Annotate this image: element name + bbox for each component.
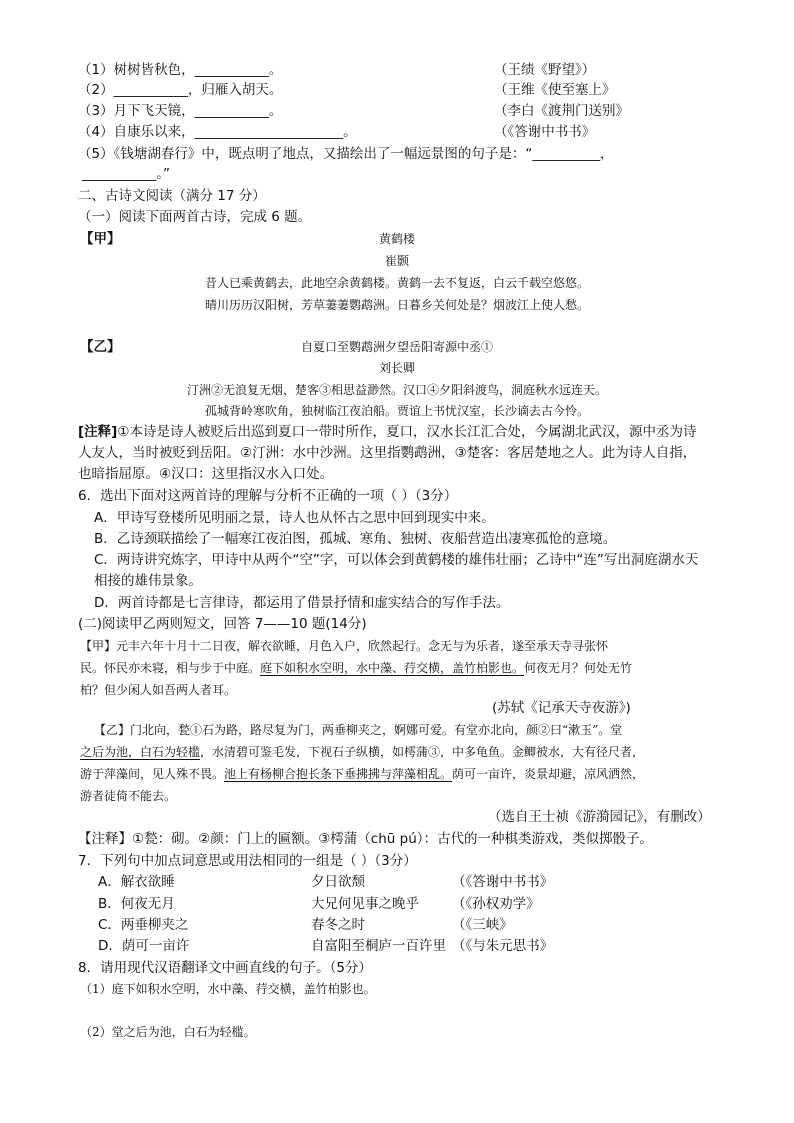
q7-row-c-src: （《三峡》 (452, 917, 513, 933)
q7-stem: 7．下列句中加点词意思或用法相同的一组是（ ）（3分） (78, 853, 417, 869)
blank-q5-line2: ___________。” (82, 166, 170, 182)
prose-yi-line3 (80, 764, 644, 784)
prose-yi-source: （选自王士祯《游漪园记》，有删改） (488, 809, 711, 825)
part1-title: （一）阅读下面两首古诗，完成 6 题。 (78, 209, 312, 225)
q7-row-d-mid: 自富阳至桐庐一百许里 (311, 938, 446, 954)
poem-yi-line1: 汀洲②无浪复无烟，楚客③相思益渺然。汉口④夕阳斜渡鸟，洞庭秋水远连天。 (186, 383, 607, 397)
prose-yi-line1: 【乙】门北向，甃①石为路，路尽复为门，两垂柳夹之，婀娜可爱。有堂亦北向，颜②曰“漱玉”。堂 (94, 723, 623, 737)
prose-yi-line3-end: 荫可一亩许，炎景却避，凉风洒然， (452, 767, 645, 781)
section2-title: 二、古诗文阅读（满分 17 分） (78, 188, 266, 204)
poem-jia-line1: 昔人已乘黄鹤去，此地空余黄鹤楼。黄鹤一去不复返，白云千载空悠悠。 (204, 276, 589, 290)
q7-row-a-src: （《答谢中书书》 (452, 874, 554, 890)
poem-yi-author: 刘长卿 (378, 361, 415, 375)
poem-yi-tag: 【乙】 (80, 339, 121, 355)
prose-yi-line2 (80, 742, 644, 762)
prose-jia-line2-end: 何夜无月？何处无竹 (524, 661, 633, 675)
part2-title: (二)阅读甲乙两则短文，回答 7——10 题(14分) (78, 616, 367, 632)
q7-row-a-left: A．解衣欲睡 (98, 874, 175, 890)
q6-stem: 6．选出下面对这两首诗的理解与分析不正确的一项（ ）（3分） (78, 488, 458, 504)
poem-jia-title: 黄鹤楼 (378, 232, 415, 246)
prose-yi-line3-start: 游于萍藻间，见人殊不畏。 (80, 767, 225, 781)
q7-row-d-src: （《与朱元思书》 (452, 938, 554, 954)
blank-q1: （1）树树皆秋色，___________。 (78, 62, 283, 78)
prose-jia-line2 (80, 658, 632, 678)
notes1-text1: ①本诗是诗人被贬后出巡到夏口一带时所作，夏口，汉水长江汇合处，今属湖北武汉，源中丞为诗 (117, 424, 697, 440)
blank-q3-source: （李白《渡荆门送别》 (494, 103, 629, 119)
notes1-label: [注释] (78, 424, 118, 440)
poem-jia-author: 崔颢 (384, 254, 409, 268)
blank-q3: （3）月下飞天镜，___________。 (78, 103, 283, 119)
q6-option-b: B．乙诗颈联描绘了一幅寒江夜泊图，孤城、寒角、独树、夜船营造出凄寒孤怆的意境。 (94, 531, 617, 547)
prose-jia-line1: 【甲】元丰六年十月十二日夜，解衣欲睡，月色入户，欣然起行。念无与为乐者，遂至承天寺寻张怀 (80, 639, 609, 653)
q8-stem: 8．请用现代汉语翻译文中画直线的句子。（5分） (78, 960, 372, 976)
q8-sentence2: （2）堂之后为池，白石为轻槛。 (80, 1025, 256, 1039)
q7-row-b-mid: 大兄何见事之晚乎 (311, 896, 419, 912)
prose-jia-line2-start: 民。怀民亦未寝，相与步于中庭。 (80, 661, 261, 675)
poem-yi-line2: 孤城背岭寒吹角，独树临江夜泊船。贾谊上书忧汉室，长沙谪去古今怜。 (204, 404, 589, 418)
prose-yi-line2-end: ，水清碧可鉴毛发，下视石子纵横，如樗蒲③，中多龟鱼。金鲫被水，大有径尺者， (200, 745, 645, 759)
q7-row-c-left: C．两垂柳夹之 (98, 917, 189, 933)
q7-row-c-mid: 春冬之时 (311, 917, 365, 933)
blank-q4: （4）自康乐以来，______________________。 (78, 124, 357, 140)
q7-row-b-src: （《孙权劝学》 (452, 896, 540, 912)
q6-option-d: D．两首诗都是七言律诗，都运用了借景抒情和虚实结合的写作手法。 (94, 595, 510, 611)
blank-q1-source: （王绩《野望》） (494, 62, 596, 78)
q8-sentence1: （1）庭下如积水空明，水中藻、荇交横，盖竹柏影也。 (80, 982, 376, 996)
q7-row-a-mid: 夕日欲颓 (311, 874, 365, 890)
prose-yi-underlined-1: 之后为池，白石为轻槛 (80, 745, 201, 759)
prose-jia-underlined: 庭下如积水空明，水中藻、荇交横，盖竹柏影也。 (260, 661, 525, 675)
prose-jia-source: (苏轼《记承天寺夜游》) (492, 700, 631, 716)
prose-yi-underlined-2: 池上有杨柳合抱长条下垂拂拂与萍藻相乱。 (224, 767, 453, 781)
poem-yi-title: 自夏口至鹦鹉洲夕望岳阳寄源中丞① (300, 340, 493, 354)
q6-option-a: A．甲诗写登楼所见明丽之景，诗人也从怀古之思中回到现实中来。 (94, 510, 495, 526)
blank-q2-source: （王维《使至塞上》 (494, 82, 616, 98)
q6-option-c1: C．两诗讲究炼字，甲诗中从两个“空”字，可以体会到黄鹤楼的雄伟壮丽；乙诗中“连”写出洞庭湖水天 (94, 552, 699, 568)
notes1-line3: 也暗指屈原。④汉口：这里指汉水入口处。 (78, 466, 334, 482)
poem-jia-line2: 晴川历历汉阳树，芳草萋萋鹦鹉洲。日暮乡关何处是？烟波江上使人愁。 (204, 298, 589, 312)
notes1-line1 (78, 422, 696, 442)
prose-jia-line3: 柏？但少闲人如吾两人者耳。 (80, 683, 237, 697)
poem-jia-tag: 【甲】 (80, 231, 121, 247)
prose-yi-line4: 游者徒倚不能去。 (80, 789, 177, 803)
blank-q5-line1: （5）《钱塘湖春行》中，既点明了地点，又描绘出了一幅远景图的句子是：“__________， (78, 146, 614, 162)
notes1-line2: 人友人，当时被贬到岳阳。②汀洲：水中沙洲。这里指鹦鹉洲，③楚客：客居楚地之人。此为诗人自指， (78, 445, 697, 461)
blank-q4-source: （《答谢中书书》 (494, 124, 596, 140)
blank-q2: （2）___________，归雁入胡天。 (78, 82, 283, 98)
q6-option-c2: 相接的雄伟景象。 (94, 573, 202, 589)
q7-row-d-left: D．荫可一亩许 (98, 938, 190, 954)
notes2: 【注释】①甃：砌。②颜：门上的匾额。③樗蒲（chū pú）：古代的一种棋类游戏，类似掷骰子。 (78, 831, 654, 847)
q7-row-b-left: B．何夜无月 (98, 896, 175, 912)
